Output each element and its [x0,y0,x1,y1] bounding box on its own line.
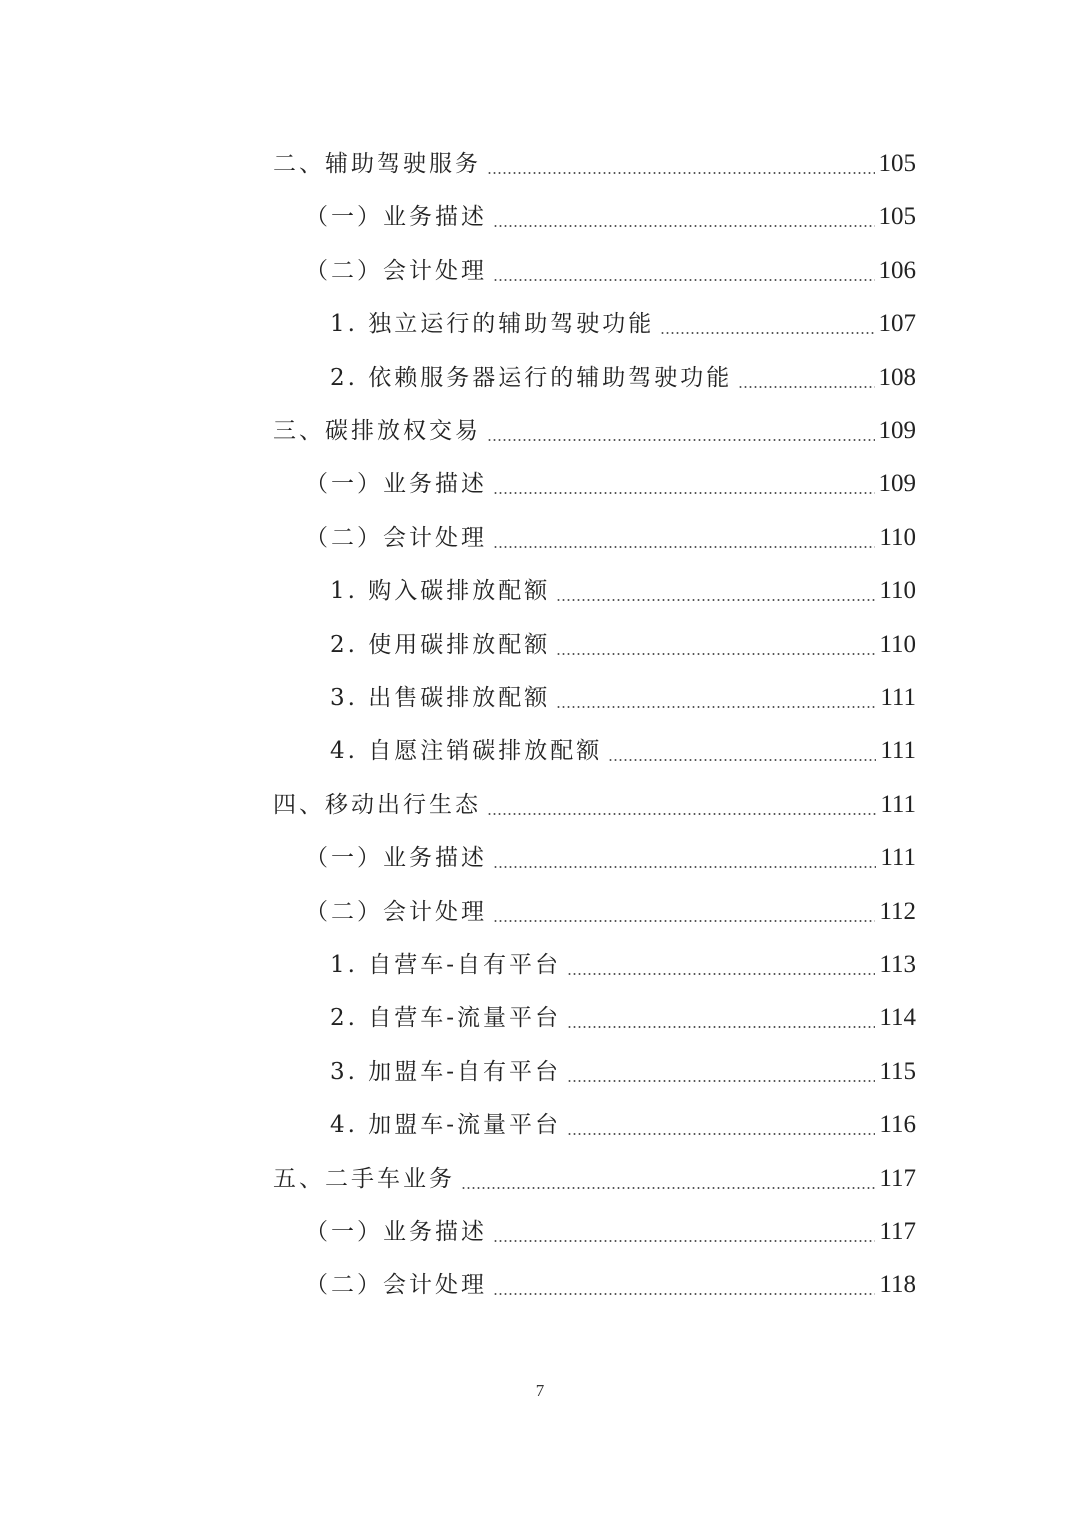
toc-entry[interactable] [305,1205,916,1259]
toc-entry[interactable] [305,885,916,939]
toc-entry-label: 五、二手车业务 [273,1165,455,1192]
toc-entry-label: 1. 独立运行的辅助驾驶功能 [330,311,655,338]
toc-entry[interactable] [305,831,916,885]
toc-entry-label: （一）业务描述 [305,204,487,231]
toc-entry-page-number: 111 [880,737,916,765]
dot-leader [493,1240,875,1242]
toc-entry-label: 4. 自愿注销碳排放配额 [330,738,603,765]
toc-entry-page-number: 116 [879,1111,916,1139]
toc-entry[interactable] [330,724,916,778]
toc-entry-page-number: 117 [879,1164,916,1192]
dot-leader [738,386,874,388]
dot-leader [487,813,876,815]
toc-entry-page-number: 110 [879,523,916,551]
toc-entry-page-number: 111 [880,790,916,818]
toc-entry-label: 3. 出售碳排放配额 [330,685,551,711]
dot-leader [567,1133,875,1135]
toc-entry[interactable] [330,1098,916,1152]
toc-entry-label: 4. 加盟车-流量平台 [330,1112,562,1139]
toc-entry[interactable] [330,938,916,992]
dot-leader [556,706,876,708]
dot-leader [487,172,875,174]
toc-entry-page-number: 106 [878,256,916,284]
toc-entry-label: （二）会计处理 [305,898,487,925]
toc-entry-label: 2. 依赖服务器运行的辅助驾驶功能 [330,364,733,391]
toc-entry-page-number: 108 [878,363,916,391]
toc-entry-page-number: 113 [879,951,916,978]
toc-entry[interactable] [273,778,916,832]
toc-entry[interactable] [273,404,916,458]
page-number: 7 [535,1381,545,1400]
toc-entry-page-number: 118 [879,1271,916,1299]
toc-entry-label: 3. 加盟车-自有平台 [330,1058,562,1085]
toc-entry[interactable] [305,244,916,298]
toc-entry-label: （二）会计处理 [305,257,487,284]
toc-entry[interactable] [330,1045,916,1099]
toc-entry[interactable] [330,671,916,725]
dot-leader [556,599,875,601]
toc-entry-page-number: 112 [879,897,916,925]
toc-entry-page-number: 110 [879,630,916,658]
toc-entry-label: 三、碳排放权交易 [273,418,481,444]
dot-leader [493,920,875,922]
dot-leader [567,1026,875,1028]
toc-entry[interactable] [330,564,916,618]
dot-leader [461,1187,875,1189]
toc-entry-page-number: 105 [878,150,916,177]
toc-entry[interactable] [330,991,916,1045]
toc-entry[interactable] [330,351,916,405]
toc-entry-page-number: 105 [878,203,916,231]
toc-entry-label: 2. 自营车-流量平台 [330,1005,562,1032]
dot-leader [660,332,874,334]
toc-entry-label: （一）业务描述 [305,1219,487,1245]
toc-entry-label: （二）会计处理 [305,524,487,551]
toc-entry[interactable] [305,190,916,244]
toc-entry-label: （一）业务描述 [305,471,487,498]
toc-entry[interactable] [305,1258,916,1312]
toc-entry-page-number: 107 [878,310,916,338]
toc-entry-page-number: 115 [879,1057,916,1085]
toc-entry-label: （一）业务描述 [305,845,487,872]
dot-leader [493,279,875,281]
toc-entry-label: 四、移动出行生态 [273,791,481,818]
dot-leader [556,653,875,655]
dot-leader [493,546,875,548]
toc-entry-page-number: 117 [879,1218,916,1245]
dot-leader [493,866,876,868]
toc-entry-page-number: 110 [879,577,916,605]
dot-leader [493,1293,875,1295]
dot-leader [493,492,875,494]
dot-leader [493,225,875,227]
toc-entry-page-number: 109 [878,417,916,444]
dot-leader [567,1080,875,1082]
toc-entry-page-number: 114 [879,1004,916,1032]
toc-entry-page-number: 109 [878,470,916,498]
toc-entry-page-number: 111 [880,684,916,711]
dot-leader [487,439,875,441]
toc-entry-label: 1. 自营车-自有平台 [330,952,562,978]
toc-entry[interactable] [330,297,916,351]
dot-leader [608,759,876,761]
toc-entry-label: 二、辅助驾驶服务 [273,151,481,177]
toc-entry[interactable] [273,137,916,191]
toc-entry[interactable] [305,511,916,565]
toc-entry[interactable] [273,1152,916,1206]
toc-entry-label: （二）会计处理 [305,1272,487,1299]
toc-entry[interactable] [305,457,916,511]
toc-entry-page-number: 111 [880,844,916,872]
toc-entry-label: 2. 使用碳排放配额 [330,631,551,658]
toc-entry[interactable] [330,618,916,672]
toc-entry-label: 1. 购入碳排放配额 [330,578,551,605]
dot-leader [567,973,875,975]
